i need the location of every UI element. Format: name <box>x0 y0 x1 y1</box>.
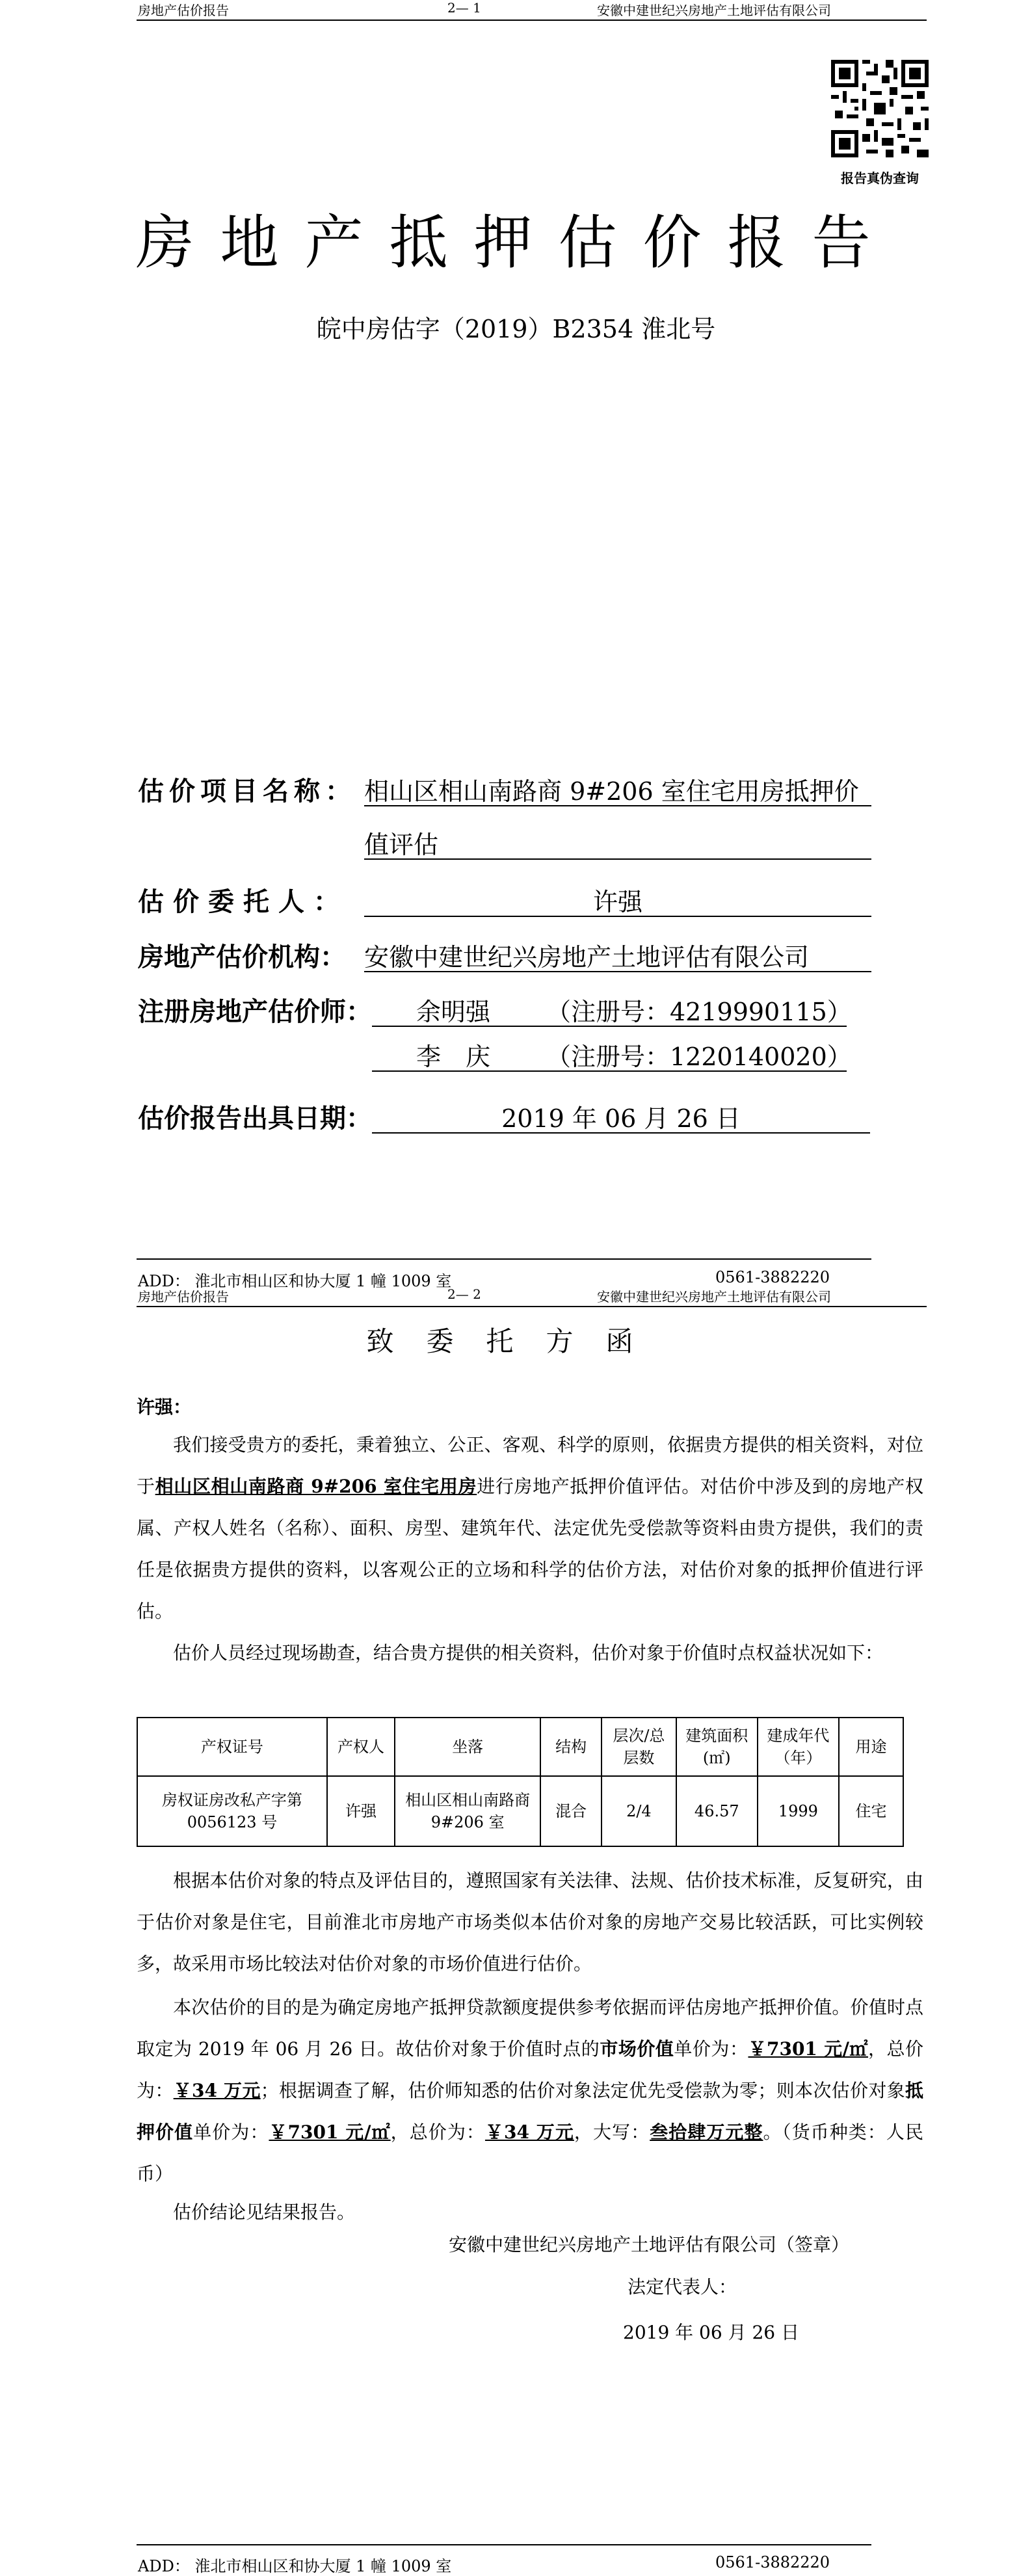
report-number: 皖中房估字（2019）B2354 淮北号 <box>316 315 716 343</box>
mortgage-unit-price: ￥7301 元/㎡ <box>269 2121 391 2143</box>
table-header-cell: 结构 <box>540 1718 602 1776</box>
text: 进行房地产抵押价值评估。对估价中涉及到的房地产权属、产权人姓名（名称）、面积、房型、建筑年代、法定优先受偿款等资料由贵方提供，我们的责任是依据贵方提供的资料，以客观公正的立场和科学的估价方法，对估价对象的抵押价值进行评估。 <box>137 1476 923 1622</box>
client-value: 许强 <box>592 888 642 916</box>
header-company: 安徽中建世纪兴房地产土地评估有限公司 <box>597 3 831 18</box>
text: 估价结论见结果报告。 <box>173 2201 356 2223</box>
header-page-number: 2— 1 <box>447 0 481 16</box>
market-total-price: ￥34 万元 <box>173 2080 261 2101</box>
project-name-value: 相山区相山南路商 9#206 室住宅用房抵押价 <box>364 777 859 806</box>
table-cell: 46.57 <box>676 1776 758 1846</box>
appraiser-1-reg: （注册号：4219990115） <box>546 998 852 1026</box>
letter-paragraph-5 <box>137 2192 923 2233</box>
agency-value: 安徽中建世纪兴房地产土地评估有限公司 <box>364 943 810 972</box>
footer-rule <box>137 1258 871 1260</box>
table-header-cell: 坐落 <box>395 1718 540 1776</box>
underline <box>372 1026 847 1027</box>
appraiser-1-name: 余明强 <box>416 998 491 1026</box>
project-name-value-cont: 值评估 <box>364 830 439 859</box>
property-address: 相山区相山南路商 9#206 室住宅用房 <box>155 1476 477 1497</box>
market-unit-price: ￥7301 元/㎡ <box>748 2038 868 2060</box>
mortgage-total-price: ￥34 万元 <box>484 2121 574 2143</box>
footer-address: ADD： 淮北市相山区和协大厦 1 幢 1009 室 <box>138 2557 452 2575</box>
table-cell: 房权证房改私产字第 0056123 号 <box>137 1776 327 1846</box>
text: ，总价为： <box>137 2038 924 2101</box>
letter-salutation: 许强： <box>137 1396 192 1418</box>
report-title: 房地产抵押估价报告 <box>135 209 897 277</box>
text: 本次估价的目的是为确定房地产抵押贷款额度提供参考依据而评估房地产抵押价值。价值时点取定为 2019 年 06 月 26 日。故估价对象于价值时点的 <box>137 1997 923 2060</box>
table-cell: 2/4 <box>602 1776 676 1846</box>
appraiser-label: 注册房地产估价师： <box>138 996 372 1027</box>
table-header-cell: 建筑面积(㎡) <box>676 1718 758 1776</box>
table-header-row <box>137 1718 903 1776</box>
letter-paragraph-4 <box>137 1987 923 2195</box>
qr-caption: 报告真伪查询 <box>841 170 919 186</box>
appraiser-2-reg: （注册号：1220140020） <box>546 1042 852 1071</box>
report-date-label: 估价报告出具日期： <box>138 1103 372 1134</box>
underline <box>364 916 871 917</box>
header-page-number: 2— 2 <box>447 1286 481 1302</box>
table-cell: 许强 <box>327 1776 395 1846</box>
signature-company: 安徽中建世纪兴房地产土地评估有限公司（签章） <box>449 2234 850 2255</box>
client-label: 估价委托人： <box>138 886 349 917</box>
appraiser-2-name: 李 庆 <box>416 1042 491 1071</box>
table-header-cell: 产权人 <box>327 1718 395 1776</box>
table-header-cell: 层次/总层数 <box>602 1718 676 1776</box>
table-header-cell: 用途 <box>839 1718 903 1776</box>
table-cell: 相山区相山南路商 9#206 室 <box>395 1776 540 1846</box>
project-name-label: 估价项目名称： <box>138 776 356 806</box>
text: 估价人员经过现场勘查，结合贵方提供的相关资料，估价对象于价值时点权益状况如下： <box>173 1642 884 1664</box>
letter-paragraph-3 <box>137 1860 923 1985</box>
mortgage-value-label: 抵押价值 <box>137 2080 923 2143</box>
property-table <box>137 1717 904 1847</box>
header-company: 安徽中建世纪兴房地产土地评估有限公司 <box>597 1289 831 1305</box>
signature-legal-rep: 法定代表人： <box>628 2276 737 2298</box>
text: 单价为： <box>674 2038 748 2060</box>
agency-label: 房地产估价机构： <box>138 942 346 972</box>
table-row <box>137 1776 903 1846</box>
qr-code-icon <box>831 60 929 157</box>
header-title: 房地产估价报告 <box>138 1289 229 1305</box>
letter-paragraph-2 <box>137 1632 923 1674</box>
header-title: 房地产估价报告 <box>138 3 229 18</box>
text: ，总价为： <box>390 2121 485 2143</box>
header-rule <box>137 20 927 21</box>
signature-date: 2019 年 06 月 26 日 <box>623 2322 800 2343</box>
table-header-cell: 建成年代（年） <box>758 1718 839 1776</box>
total-price-in-words: 叁拾肆万元整 <box>650 2121 763 2143</box>
market-value-label: 市场价值 <box>600 2038 674 2060</box>
text: 。（货币种类：人民币） <box>137 2121 923 2184</box>
footer-phone: 0561-3882220 <box>715 2553 830 2571</box>
underline <box>372 1070 847 1072</box>
text: 单价为： <box>193 2121 269 2143</box>
underline <box>364 858 871 860</box>
underline <box>372 1132 870 1134</box>
underline <box>364 971 871 972</box>
text: ，大写： <box>574 2121 650 2143</box>
underline <box>364 805 871 806</box>
report-date-value: 2019 年 06 月 26 日 <box>501 1104 741 1133</box>
letter-paragraph-1 <box>137 1424 923 1632</box>
footer-rule <box>137 2544 871 2545</box>
letter-title: 致委托方函 <box>366 1325 666 1357</box>
text: 根据本估价对象的特点及评估目的，遵照国家有关法律、法规、估价技术标准，反复研究，由于估价对象是住宅，目前淮北市房地产市场类似本估价对象的房地产交易比较活跃，可比实例较多，故采用市场比较法对估价对象的市场价值进行估价。 <box>137 1870 923 1974</box>
text: ；根据调查了解，估价师知悉的估价对象法定优先受偿款为零；则本次估价对象 <box>260 2080 905 2101</box>
header-rule <box>137 1306 927 1307</box>
text: 我们接受贵方的委托，秉着独立、公正、客观、科学的原则，依据贵方提供的相关资料，对位于 <box>137 1434 923 1497</box>
footer-address: ADD： 淮北市相山区和协大厦 1 幢 1009 室 <box>138 1272 452 1290</box>
table-header-cell: 产权证号 <box>137 1718 327 1776</box>
table-cell: 住宅 <box>839 1776 903 1846</box>
footer-phone: 0561-3882220 <box>715 1268 830 1286</box>
table-cell: 混合 <box>540 1776 602 1846</box>
table-cell: 1999 <box>758 1776 839 1846</box>
